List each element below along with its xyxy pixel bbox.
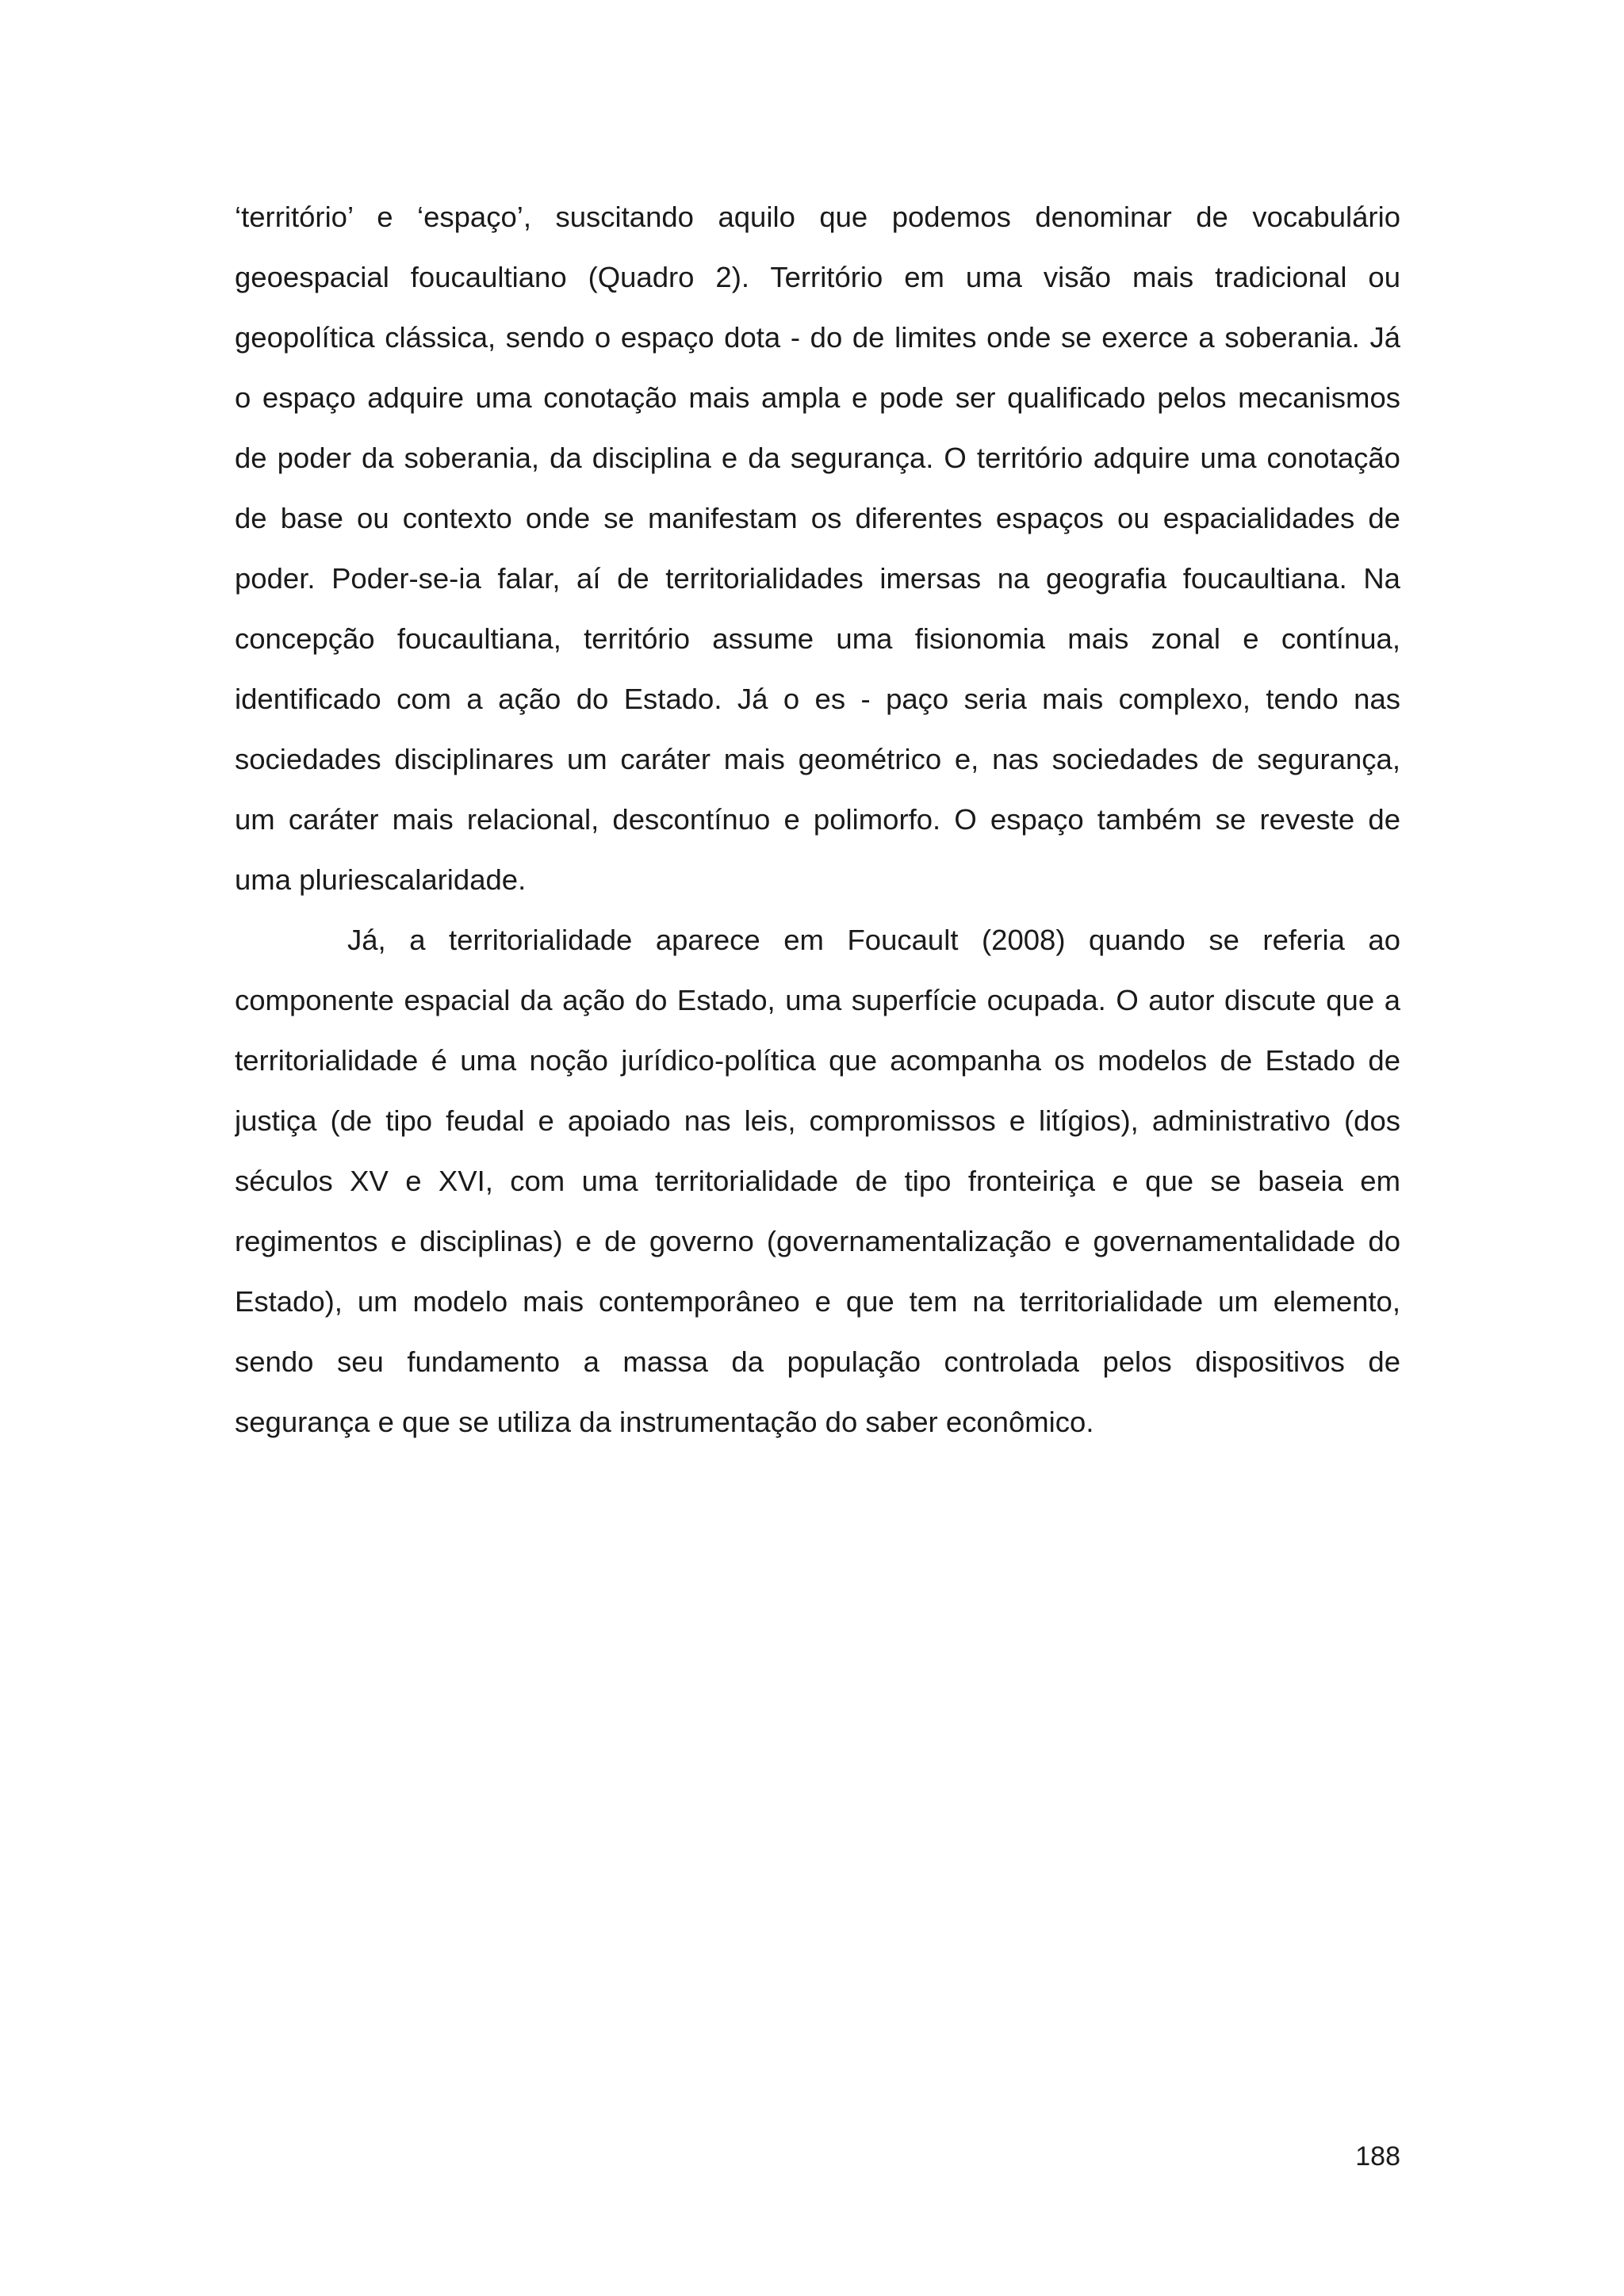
page-number: 188 — [1355, 2141, 1400, 2172]
text-line: territorialidade é uma noção jurídico-política que acompanha os modelos de Estado de — [235, 1044, 1400, 1077]
paragraph-2 — [235, 910, 1400, 1452]
text-line: ‘território’ e ‘espaço’, suscitando aquilo que podemos denominar de vocabulário — [235, 201, 1400, 233]
text-line: de poder da soberania, da disciplina e da segurança. O território adquire uma conotação — [235, 442, 1400, 474]
text-line: séculos XV e XVI, com uma territorialidade de tipo fronteiriça e que se baseia em — [235, 1165, 1400, 1197]
text-line: concepção foucaultiana, território assume uma fisionomia mais zonal e contínua, — [235, 622, 1400, 655]
text-line: regimentos e disciplinas) e de governo (governamentalização e governamentalidade do — [235, 1225, 1400, 1257]
text-line: componente espacial da ação do Estado, uma superfície ocupada. O autor discute que a — [235, 984, 1400, 1016]
text-line: uma pluriescalaridade. — [235, 863, 527, 896]
text-line: o espaço adquire uma conotação mais ampla e pode ser qualificado pelos mecanismos — [235, 381, 1400, 414]
text-line: um caráter mais relacional, descontínuo e polimorfo. O espaço também se reveste de — [235, 803, 1400, 836]
text-line: sociedades disciplinares um caráter mais geométrico e, nas sociedades de segurança, — [235, 743, 1400, 775]
text-line: poder. Poder-se-ia falar, aí de territorialidades imersas na geografia foucaultiana. Na — [235, 562, 1400, 595]
text-line: identificado com a ação do Estado. Já o es - paço seria mais complexo, tendo nas — [235, 683, 1400, 715]
text-line: geopolítica clássica, sendo o espaço dota - do de limites onde se exerce a soberania. Já — [235, 321, 1400, 354]
paragraph-1 — [235, 187, 1400, 910]
text-line: de base ou contexto onde se manifestam os diferentes espaços ou espacialidades de — [235, 502, 1400, 534]
text-line: sendo seu fundamento a massa da população controlada pelos dispositivos de — [235, 1345, 1400, 1378]
text-line: justiça (de tipo feudal e apoiado nas leis, compromissos e litígios), administrativo (dos — [235, 1104, 1400, 1137]
text-line: geoespacial foucaultiano (Quadro 2). Território em uma visão mais tradicional ou — [235, 261, 1400, 293]
text-line: Já, a territorialidade aparece em Foucault (2008) quando se referia ao — [347, 924, 1400, 956]
body-text — [235, 187, 1400, 1452]
text-line: Estado), um modelo mais contemporâneo e que tem na territorialidade um elemento, — [235, 1285, 1400, 1318]
text-line: segurança e que se utiliza da instrumentação do saber econômico. — [235, 1406, 1094, 1438]
